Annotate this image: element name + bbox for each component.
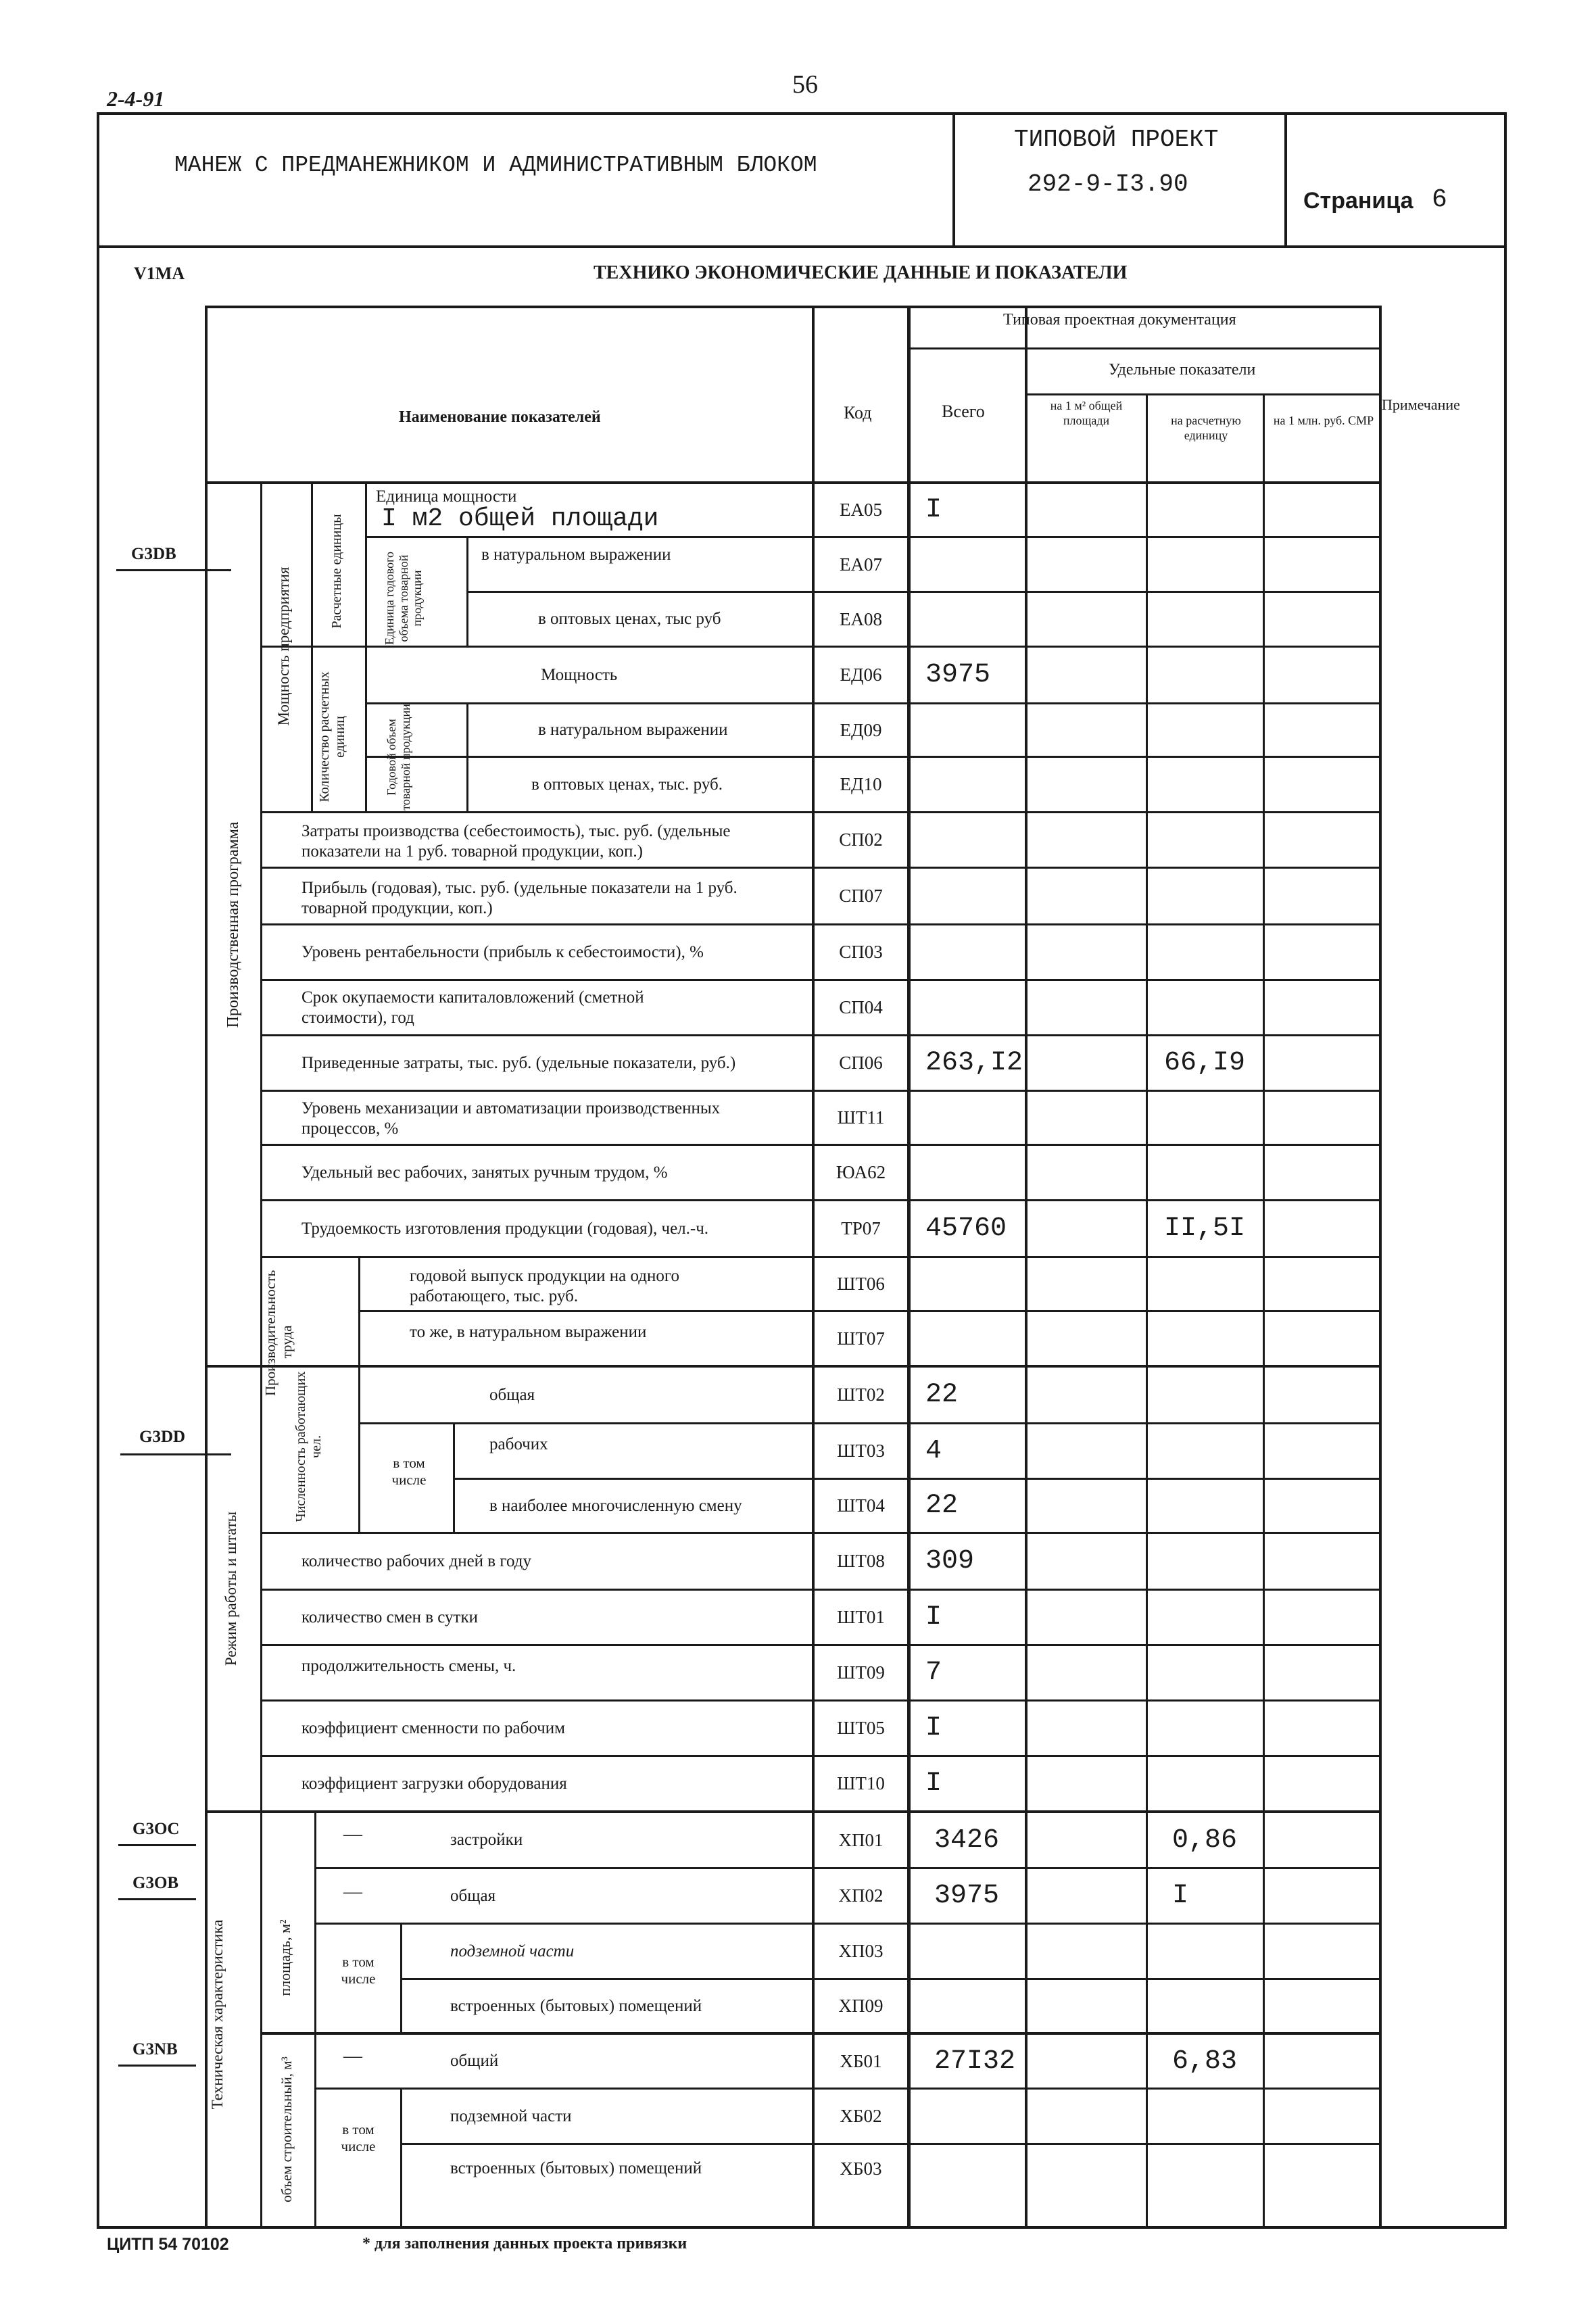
row-total	[919, 1925, 1036, 1978]
row-per-unit	[1157, 2090, 1274, 2143]
row-per-unit	[1157, 1980, 1274, 2032]
row-code: ЕД09	[840, 719, 882, 740]
document-title: МАНЕЖ С ПРЕДМАНЕЖНИКОМ И АДМИНИСТРАТИВНЫМ БЛОКОМ	[174, 153, 817, 178]
row-total	[919, 2090, 1036, 2143]
row-name: то же, в натуральном выражении	[410, 1323, 647, 1341]
row-total	[911, 704, 1027, 756]
row-per-unit	[1149, 593, 1265, 646]
row-name: в натуральном выражении	[538, 721, 728, 739]
row-per-unit	[1149, 484, 1265, 536]
table-row	[0, 648, 1596, 702]
row-code: СП07	[839, 886, 883, 906]
row-per-unit	[1149, 1368, 1265, 1422]
row-total: 45760	[925, 1213, 1007, 1244]
row-code: ТР07	[841, 1218, 881, 1238]
row-total: I	[925, 1602, 942, 1633]
row-per-unit	[1149, 1146, 1265, 1199]
per-m2-header: на 1 м² общей площади	[1050, 399, 1123, 427]
row-name: в оптовых ценах, тыс. руб.	[531, 775, 723, 794]
row-per-unit	[1149, 869, 1265, 923]
row-per-unit	[1149, 648, 1265, 702]
table-row	[0, 1925, 1596, 1978]
row-total	[911, 538, 1027, 591]
dash-mark: —	[343, 1881, 362, 1902]
row-code: СП04	[839, 997, 883, 1017]
table-row	[0, 981, 1596, 1034]
row-per-unit	[1149, 981, 1265, 1034]
dash-mark: —	[343, 1824, 362, 1845]
row-per-unit	[1149, 1312, 1265, 1365]
group-calc-units: Расчетные единицы	[329, 514, 344, 629]
row-code: ХП02	[838, 1885, 884, 1906]
row-per-unit: 0,86	[1172, 1825, 1238, 1856]
row-total	[911, 1258, 1027, 1310]
table-row	[0, 1813, 1596, 1867]
row-per-unit	[1149, 758, 1265, 811]
row-per-unit	[1149, 1424, 1265, 1478]
specific-group-header: Удельные показатели	[1109, 361, 1256, 379]
table-row	[0, 484, 1596, 536]
row-code: ЕД10	[840, 774, 882, 794]
table-row	[0, 1646, 1596, 1699]
side-label-g3nb: G3NB	[132, 2040, 178, 2058]
row-total	[911, 593, 1027, 646]
dash-mark: —	[343, 2046, 362, 2067]
including-volume: в том числе	[341, 2121, 376, 2155]
row-name: Удельный вес рабочих, занятых ручным трудом, %	[301, 1163, 668, 1182]
table-row	[0, 758, 1596, 811]
row-name: в оптовых ценах, тыс руб	[538, 610, 721, 628]
row-name: в наиболее многочисленную смену	[489, 1496, 742, 1515]
footnote: * для заполнения данных проекта привязки	[362, 2235, 687, 2252]
row-per-unit	[1149, 1702, 1265, 1755]
table-row	[0, 1368, 1596, 1422]
row-code: ХБ01	[840, 2050, 882, 2071]
row-per-unit	[1149, 813, 1265, 867]
row-code: СП02	[839, 829, 883, 850]
group-work-mode: Режим работы и штаты	[222, 1511, 239, 1666]
table-row	[0, 1424, 1596, 1478]
row-name: Единица мощности	[376, 487, 517, 506]
table-row	[0, 869, 1596, 923]
row-name: Прибыль (годовая), тыс. руб. (удельные показатели на 1 руб. товарной продукции, коп.)	[301, 879, 737, 917]
row-code: ШТ10	[837, 1773, 885, 1793]
table-row	[0, 2145, 1596, 2226]
row-name: Срок окупаемости капиталовложений (сметной стоимости), год	[301, 988, 644, 1027]
including-area: в том числе	[341, 1954, 376, 1987]
row-name: количество рабочих дней в году	[301, 1551, 531, 1570]
row-total	[911, 981, 1027, 1034]
row-total: 3975	[934, 1881, 1000, 1911]
group-annual-unit: Единица годового объема товарной продукции	[383, 551, 425, 646]
group-annual-volume: Годовой объем товарной продукции	[385, 704, 412, 811]
row-total	[911, 813, 1027, 867]
table-row	[0, 2035, 1596, 2088]
footer-code: ЦИТП 54 70102	[107, 2235, 229, 2254]
row-code: ЮА62	[836, 1162, 886, 1182]
row-total: 4	[925, 1436, 942, 1466]
row-code: ЕА08	[840, 608, 882, 629]
row-per-unit: 66,I9	[1164, 1048, 1246, 1078]
row-code: ХБ02	[840, 2106, 882, 2126]
total-column-header: Всего	[942, 402, 985, 421]
table-row	[0, 1757, 1596, 1810]
row-per-unit: 6,83	[1172, 2046, 1238, 2077]
row-name: Затраты производства (себестоимость), тыс. руб. (удельные показатели на 1 руб. товарной продукции, коп.)	[301, 822, 731, 861]
row-total: 27I32	[934, 2046, 1016, 2077]
row-code: ХП01	[838, 1829, 884, 1850]
side-label-g3dd: G3DD	[139, 1428, 186, 1446]
table-row	[0, 1146, 1596, 1199]
row-code: ЕА07	[840, 554, 882, 575]
row-code: ЕД06	[840, 665, 882, 685]
row-per-unit	[1149, 1757, 1265, 1810]
page-value: 6	[1432, 185, 1447, 214]
table-row	[0, 813, 1596, 867]
doc-code: 2-4-91	[107, 87, 165, 111]
side-label-g3oc: G3OC	[132, 1820, 180, 1838]
table-row	[0, 704, 1596, 756]
row-total: 7	[925, 1658, 942, 1688]
row-name: общая	[489, 1385, 535, 1404]
row-code: ШТ03	[837, 1441, 885, 1461]
page-label: Страница	[1303, 188, 1413, 214]
row-code: ШТ05	[837, 1718, 885, 1738]
row-per-unit: I	[1172, 1881, 1189, 1911]
row-code: ШТ07	[837, 1328, 885, 1349]
row-name: коэффициент сменности по рабочим	[301, 1718, 565, 1737]
table-row	[0, 1702, 1596, 1755]
section-title: ТЕХНИКО ЭКОНОМИЧЕСКИЕ ДАННЫЕ И ПОКАЗАТЕЛИ	[594, 262, 1128, 283]
row-name: Трудоемкость изготовления продукции (годовая), чел.-ч.	[301, 1219, 709, 1238]
row-code: ШТ04	[837, 1495, 885, 1516]
row-total	[911, 1312, 1027, 1365]
name-column-header: Наименование показателей	[399, 408, 601, 426]
code-column-header: Код	[844, 403, 872, 423]
row-per-unit	[1149, 1258, 1265, 1310]
row-name: годовой выпуск продукции на одного работающего, тыс. руб.	[410, 1267, 680, 1305]
table-row	[0, 538, 1596, 591]
note-column-header: Примечание	[1382, 396, 1460, 413]
row-name: встроенных (бытовых) помещений	[450, 2159, 702, 2177]
row-code: ХП03	[838, 1941, 884, 1961]
row-per-unit	[1149, 1092, 1265, 1144]
table-row	[0, 1980, 1596, 2032]
table-row	[0, 1312, 1596, 1365]
table-row	[0, 593, 1596, 646]
side-label-g3db: G3DB	[131, 545, 176, 563]
row-name: в натуральном выражении	[481, 546, 671, 564]
table-row	[0, 1480, 1596, 1532]
row-name: общий	[450, 2052, 499, 2070]
including-headcount: в том числе	[391, 1455, 427, 1489]
row-name-value: I м2 общей площади	[381, 504, 659, 533]
row-total	[911, 925, 1027, 979]
page-number: 56	[792, 70, 818, 99]
row-code: ШТ06	[837, 1274, 885, 1294]
row-name: Мощность	[541, 665, 618, 684]
row-name: общая	[450, 1886, 496, 1905]
group-calc-units-count: Количество расчетных единиц	[317, 671, 347, 802]
row-code: СП06	[839, 1053, 883, 1073]
row-per-unit	[1157, 1925, 1274, 1978]
row-total: 263,I2	[925, 1048, 1023, 1078]
row-name: коэффициент загрузки оборудования	[301, 1774, 567, 1793]
row-name: продолжительность смены, ч.	[301, 1657, 516, 1675]
row-per-unit	[1149, 1480, 1265, 1532]
group-build-volume: объем строительный, м³	[279, 2056, 295, 2202]
per-mln-header: на 1 млн. руб. СМР	[1273, 414, 1374, 427]
row-code: ШТ11	[837, 1107, 885, 1128]
row-total	[919, 1980, 1036, 2032]
row-name: подземной части	[450, 1941, 575, 1960]
row-code: ХП09	[838, 1996, 884, 2016]
row-code: ШТ01	[837, 1607, 885, 1627]
row-total: 3426	[934, 1825, 1000, 1856]
table-row	[0, 1201, 1596, 1256]
row-per-unit	[1149, 1591, 1265, 1644]
doc-group-header: Типовая проектная документация	[1003, 311, 1236, 329]
row-name: застройки	[450, 1831, 523, 1849]
row-code: ХБ03	[840, 2158, 882, 2179]
row-name: Уровень рентабельности (прибыль к себестоимости), %	[301, 942, 704, 961]
table-row	[0, 1869, 1596, 1923]
row-total: 309	[925, 1546, 975, 1576]
row-code: ШТ09	[837, 1662, 885, 1683]
row-total: 22	[925, 1491, 959, 1521]
row-total	[911, 1092, 1027, 1144]
row-total: I	[925, 1768, 942, 1799]
group-area: площадь, м²	[276, 1919, 293, 1996]
side-label-g3ob: G3OB	[132, 1874, 179, 1892]
row-per-unit	[1149, 704, 1265, 756]
row-code: СП03	[839, 942, 883, 962]
row-total: I	[925, 495, 942, 525]
table-row	[0, 1258, 1596, 1310]
group-labor-productivity: Производительность труда	[262, 1270, 295, 1396]
group-tech-characteristics: Техническая характеристика	[209, 1919, 226, 2110]
row-name: встроенных (бытовых) помещений	[450, 1996, 702, 2015]
row-per-unit	[1149, 538, 1265, 591]
row-name: Уровень механизации и автоматизации производственных процессов, %	[301, 1099, 721, 1138]
row-per-unit	[1157, 2145, 1274, 2192]
group-headcount: Численность работающих чел.	[293, 1371, 324, 1522]
table-row	[0, 1092, 1596, 1144]
row-code: ШТ08	[837, 1551, 885, 1571]
row-code: ЕА05	[840, 500, 882, 520]
row-total: 22	[925, 1380, 959, 1410]
row-total: I	[925, 1713, 942, 1743]
row-per-unit: II,5I	[1164, 1213, 1246, 1244]
project-number: 292-9-I3.90	[1027, 170, 1188, 198]
row-per-unit	[1149, 925, 1265, 979]
row-name: рабочих	[489, 1435, 548, 1453]
row-total	[911, 1146, 1027, 1199]
table-row	[0, 2090, 1596, 2143]
per-unit-header: на расчетную единицу	[1171, 414, 1241, 442]
project-type: ТИПОВОЙ ПРОЕКТ	[1014, 126, 1219, 153]
row-total	[911, 758, 1027, 811]
row-name: подземной части	[450, 2106, 572, 2125]
form-code: V1MA	[134, 264, 185, 283]
group-production-program: Производственная программа	[224, 821, 242, 1028]
table-row	[0, 925, 1596, 979]
row-per-unit	[1149, 1646, 1265, 1699]
table-row	[0, 1036, 1596, 1090]
row-name: Приведенные затраты, тыс. руб. (удельные показатели, руб.)	[301, 1053, 736, 1072]
row-total	[911, 869, 1027, 923]
table-row	[0, 1591, 1596, 1644]
group-enterprise-capacity: Мощность предприятия	[275, 566, 292, 726]
table-row	[0, 1534, 1596, 1589]
row-name: количество смен в сутки	[301, 1608, 479, 1626]
row-code: ШТ02	[837, 1384, 885, 1405]
row-total: 3975	[925, 660, 991, 690]
row-total	[919, 2145, 1036, 2192]
row-per-unit	[1149, 1534, 1265, 1589]
